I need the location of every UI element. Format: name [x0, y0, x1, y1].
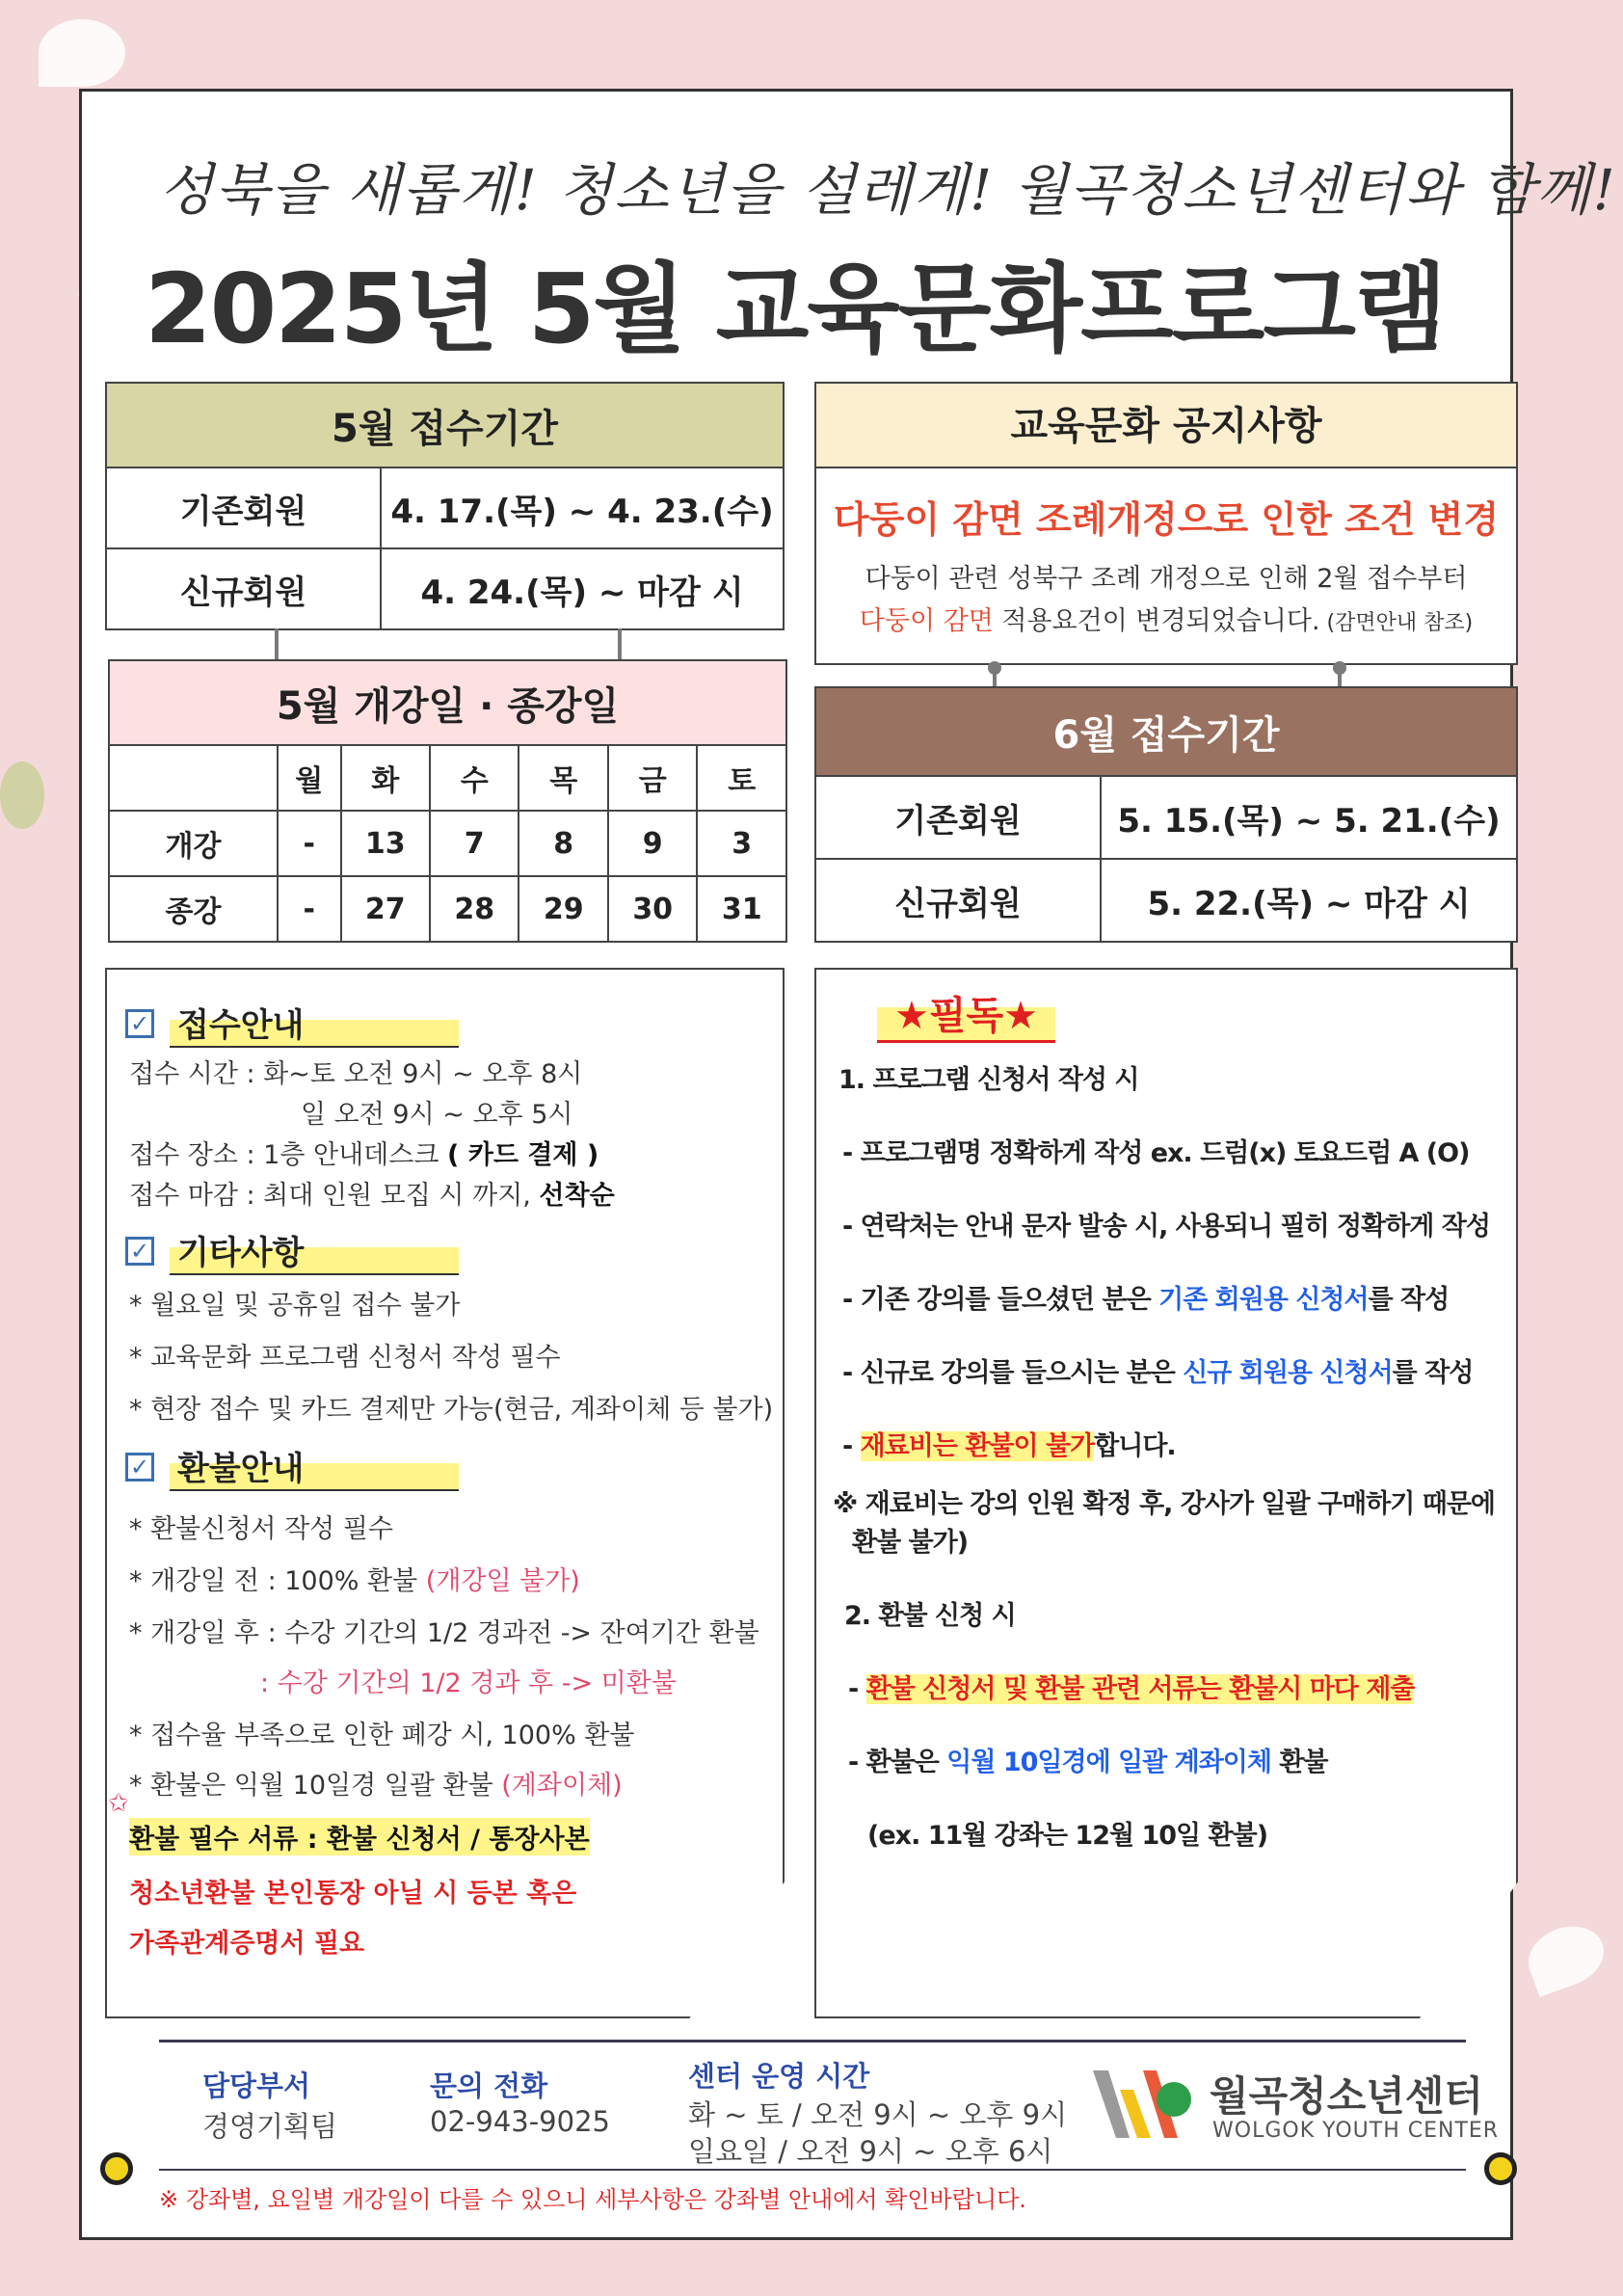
etc-item: * 현장 접수 및 카드 결제만 가능(현금, 계좌이체 등 불가) [129, 1395, 774, 1425]
center-logo-name: 월곡청소년센터 [1210, 2072, 1484, 2120]
schedule-corner [109, 745, 278, 811]
footer-divider [159, 2169, 1466, 2171]
open-cell: 13 [341, 811, 430, 876]
refund-heading [125, 1442, 459, 1491]
slogan: 성북을 새롭게! 청소년을 설레게! 월곡청소년센터와 함께! [159, 157, 1617, 223]
dept-label: 담당부서 [202, 2069, 311, 2102]
must-read-line [848, 1668, 1414, 1705]
must-read-title: ★필독★ [877, 985, 1055, 1043]
r3-end: 를 작성 [1368, 1285, 1450, 1315]
phone-label: 문의 전화 [430, 2069, 548, 2102]
close-cell: 27 [341, 876, 430, 942]
open-cell: 7 [430, 811, 519, 876]
r9-end: 환불 [1270, 1748, 1328, 1777]
star-icon: ✩ [108, 1789, 129, 1818]
reception-place [129, 1134, 599, 1171]
refund-line: * 접수율 부족으로 인한 폐강 시, 100% 환불 [129, 1721, 635, 1750]
refund-docs: 환불 필수 서류 : 환불 신청서 / 통장사본 [129, 1818, 590, 1855]
notice-body [816, 558, 1516, 645]
day-header: 화 [341, 745, 430, 811]
refund-line: * 환불신청서 작성 필수 [129, 1514, 393, 1544]
reception-time-sunday: 일 오전 9시 ~ 오후 5시 [301, 1100, 573, 1130]
hours-label: 센터 운영 시간 [688, 2060, 870, 2093]
leaf-decoration [0, 761, 44, 829]
open-label: 개강 [109, 811, 278, 876]
reception-time: 접수 시간 : 화~토 오전 9시 ~ 오후 8시 [129, 1059, 583, 1089]
checkbox-icon: ✓ [125, 1237, 154, 1266]
footer-note: ※ 강좌별, 요일별 개강일이 다를 수 있으니 세부사항은 강좌별 안내에서 확인바랍니다. [159, 2186, 1026, 2213]
must-read-section: 2. 환불 신청 시 [844, 1601, 1016, 1631]
must-read-line [848, 1741, 1328, 1778]
must-read-line: 환불 불가) [852, 1528, 969, 1558]
page-title: 2025년 5월 교육문화프로그램 [145, 253, 1446, 365]
schedule-table [108, 659, 787, 943]
footer-divider [159, 2040, 1466, 2042]
close-cell: 31 [697, 876, 786, 942]
connector-dot [988, 661, 1001, 675]
refund-before-note: (개강일 불가) [425, 1566, 580, 1596]
refund-line [129, 1560, 580, 1597]
etc-item: * 교육문화 프로그램 신청서 작성 필수 [129, 1343, 561, 1373]
notice-line2-red: 다둥이 감면 [859, 606, 994, 636]
r3-blue: 기존 회원용 신청서 [1158, 1285, 1369, 1315]
refund-warning: 가족관계증명서 필요 [129, 1929, 365, 1959]
refund-warning: 청소년환불 본인통장 아닐 시 등본 혹은 [129, 1879, 577, 1909]
must-read-line [842, 1351, 1473, 1389]
open-cell: 9 [608, 811, 697, 876]
notice-line2 [816, 601, 1516, 645]
notice-line1: 다둥이 관련 성북구 조례 개정으로 인해 2월 접수부터 [865, 564, 1468, 594]
must-read-line [842, 1425, 1176, 1462]
must-read-line: (ex. 11월 강좌는 12월 10일 환불) [867, 1821, 1268, 1851]
pin-icon [100, 2152, 133, 2185]
must-read-line: ※ 재료비는 강의 인원 확정 후, 강사가 일괄 구매하기 때문에 [833, 1489, 1495, 1519]
r4-blue: 신규 회원용 신청서 [1183, 1358, 1393, 1388]
june-new-period: 5. 22.(목) ~ 마감 시 [1101, 859, 1517, 942]
reception-deadline-text: 접수 마감 : 최대 인원 모집 시 까지, [129, 1181, 540, 1211]
reception-place-bold: ( 카드 결제 ) [447, 1140, 599, 1170]
close-label: 종강 [109, 876, 278, 942]
close-cell: 30 [608, 876, 697, 942]
refund-line: * 개강일 후 : 수강 기간의 1/2 경과전 -> 잔여기간 환불 [129, 1618, 759, 1648]
notice-line2-small: (감면안내 참조) [1319, 611, 1474, 635]
hours-sunday: 일요일 / 오전 9시 ~ 오후 6시 [688, 2135, 1053, 2168]
r8-text: - [848, 1674, 866, 1704]
refund-before-text: * 개강일 전 : 100% 환불 [129, 1566, 426, 1596]
reception-deadline-bold: 선착순 [539, 1181, 615, 1211]
petal-decoration [1520, 1916, 1612, 1997]
refund-line [129, 1764, 623, 1802]
etc-title: 기타사항 [170, 1226, 459, 1275]
etc-item: * 월요일 및 공휴일 접수 불가 [129, 1291, 461, 1321]
must-read-section: 1. 프로그램 신청서 작성 시 [838, 1065, 1139, 1095]
may-registration-title: 5월 접수기간 [106, 383, 784, 467]
notice-line2-text: 적용요건이 변경되었습니다. [993, 606, 1320, 636]
may-existing-label: 기존회원 [106, 467, 381, 548]
may-new-label: 신규회원 [106, 548, 381, 629]
open-cell: 3 [697, 811, 786, 876]
refund-title: 환불안내 [170, 1442, 459, 1491]
reception-place-text: 접수 장소 : 1층 안내데스크 [129, 1140, 448, 1170]
notice-box [814, 382, 1518, 665]
checkbox-icon: ✓ [125, 1453, 154, 1482]
close-cell: 28 [430, 876, 519, 942]
june-existing-label: 기존회원 [815, 776, 1101, 859]
etc-heading [125, 1226, 459, 1275]
june-existing-period: 5. 15.(목) ~ 5. 21.(수) [1101, 776, 1517, 859]
refund-line: : 수강 기간의 1/2 경과 후 -> 미환불 [260, 1669, 677, 1698]
checkbox-icon: ✓ [125, 1009, 154, 1038]
r9-text: - 환불은 [848, 1748, 947, 1777]
refund-timing-note: (계좌이체) [501, 1771, 623, 1801]
connector-dot [1333, 661, 1346, 675]
open-cell: - [278, 811, 341, 876]
must-read-line [842, 1278, 1449, 1316]
dept-value: 경영기획팀 [202, 2110, 338, 2143]
schedule-title: 5월 개강일 · 종강일 [109, 660, 786, 745]
refund-timing-text: * 환불은 익월 10일경 일괄 환불 [129, 1771, 502, 1801]
close-cell: - [278, 876, 341, 942]
r9-blue: 익월 10일경에 일괄 계좌이체 [946, 1748, 1271, 1777]
must-read-line: - 연락처는 안내 문자 발송 시, 사용되니 필히 정확하게 작성 [842, 1212, 1490, 1241]
notice-title: 교육문화 공지사항 [816, 384, 1516, 468]
close-cell: 29 [519, 876, 607, 942]
must-read-line: - 프로그램명 정확하게 작성 ex. 드럼(x) 토요드럼 A (O) [842, 1138, 1470, 1168]
day-header: 수 [430, 745, 519, 811]
r3-text: - 기존 강의를 들으셨던 분은 [842, 1285, 1159, 1315]
june-registration-table [814, 686, 1518, 943]
r8-red: 환불 신청서 및 환불 관련 서류는 환불시 마다 제출 [865, 1674, 1415, 1704]
reception-deadline [129, 1174, 615, 1212]
petal-decoration [39, 19, 125, 87]
open-cell: 8 [519, 811, 607, 876]
center-logo-icon [1087, 2061, 1195, 2148]
notice-headline: 다둥이 감면 조례개정으로 인한 조건 변경 [833, 498, 1500, 541]
phone-value: 02-943-9025 [430, 2105, 610, 2138]
june-registration-title: 6월 접수기간 [815, 687, 1517, 776]
may-new-period: 4. 24.(목) ~ 마감 시 [381, 548, 784, 629]
may-registration-table [105, 382, 785, 630]
day-header: 토 [697, 745, 786, 811]
day-header: 목 [519, 745, 607, 811]
center-logo-english: WOLGOK YOUTH CENTER [1212, 2119, 1500, 2143]
r5-red: 재료비는 환불이 불가 [860, 1431, 1095, 1461]
r5-end: 합니다. [1094, 1431, 1176, 1461]
pin-icon [1484, 2152, 1517, 2185]
reception-heading [125, 999, 459, 1048]
hours-weekday: 화 ~ 토 / 오전 9시 ~ 오후 9시 [688, 2098, 1068, 2131]
june-new-label: 신규회원 [815, 859, 1101, 942]
r5-text: - [842, 1431, 861, 1461]
reception-title: 접수안내 [170, 999, 459, 1048]
r4-text: - 신규로 강의를 들으시는 분은 [842, 1358, 1184, 1388]
day-header: 월 [278, 745, 341, 811]
may-existing-period: 4. 17.(목) ~ 4. 23.(수) [381, 467, 784, 548]
day-header: 금 [608, 745, 697, 811]
r4-end: 를 작성 [1392, 1358, 1474, 1388]
